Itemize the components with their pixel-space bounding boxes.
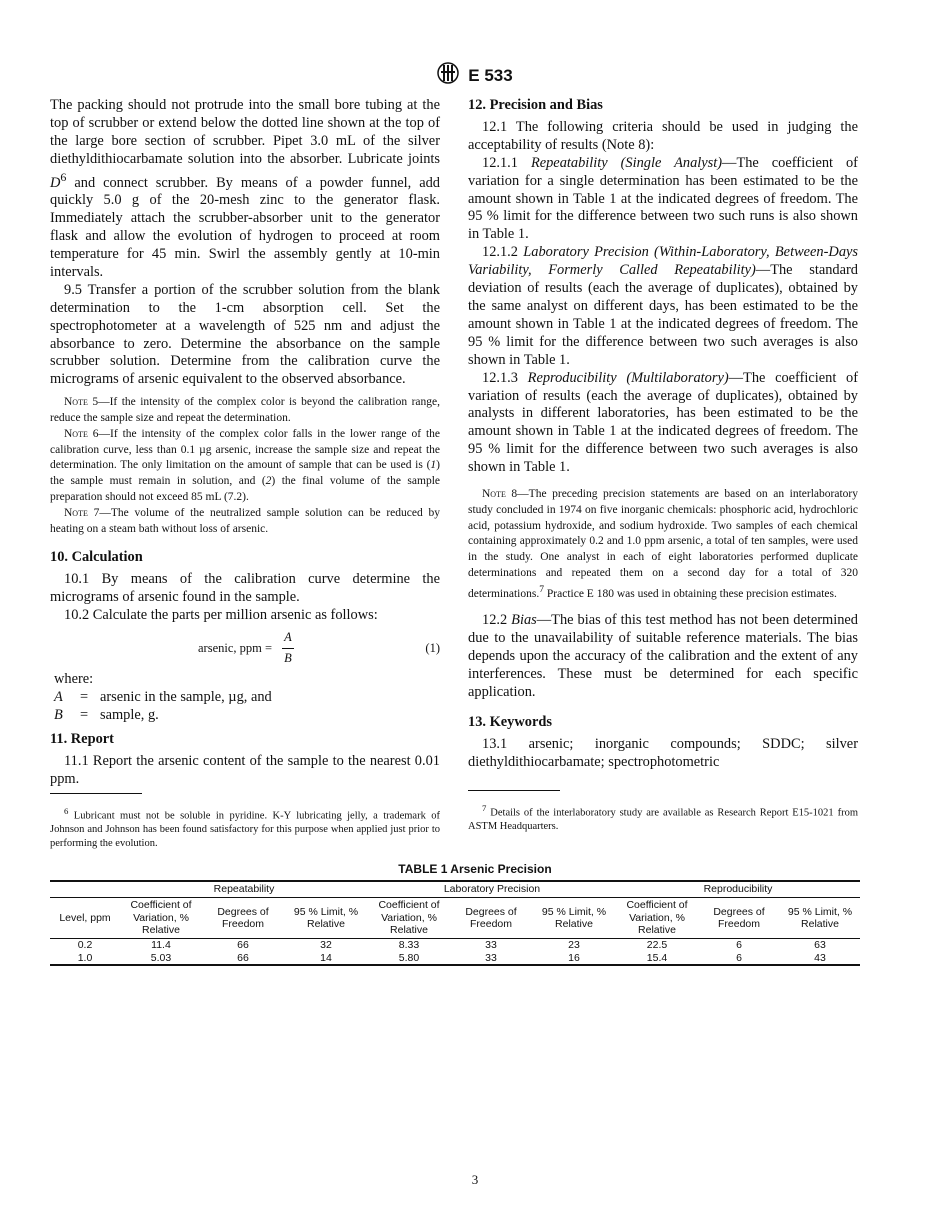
table-caption: TABLE 1 Arsenic Precision: [398, 862, 552, 876]
arsenic-precision-table: [50, 880, 860, 966]
column-header: Level, ppm: [50, 898, 120, 939]
column-header: 95 % Limit, % Relative: [532, 898, 616, 939]
footnote-rule: [468, 790, 560, 791]
standard-designation: E 533: [468, 65, 513, 85]
note-6: Note 6—If the intensity of the complex color falls in the lower range of the calibration curve, less than 0.1 µg arsenic, increase the sample size and repeat the determination. The only limitation on the amount of sample that can be used is (1) the sample must remain in solution, and (2) the final volume of the sample preparation should not exceed 85 mL (7.2).: [50, 427, 440, 504]
page-number: 3: [471, 1172, 479, 1187]
table-cell: 0.2: [77, 939, 93, 951]
footnote-rule: [50, 793, 142, 794]
column-header: Coefficient of Variation, % Relative: [368, 898, 450, 939]
paragraph-12-1: 12.1 The following criteria should be used in judging the acceptability of results (Note 8):: [468, 118, 858, 153]
table-cell: 5.80: [368, 952, 450, 966]
paragraph-13-1: 13.1 arsenic; inorganic compounds; SDDC; silver diethyldithiocarbamate; spectrophotometric: [468, 735, 858, 770]
table-cell: 5.03: [120, 952, 202, 966]
paragraph-10-2: 10.2 Calculate the parts per million arsenic as follows:: [64, 607, 378, 624]
table-cell: 6: [736, 939, 742, 951]
column-header: Degrees of Freedom: [202, 898, 284, 939]
table-cell: 6: [698, 952, 780, 966]
section-13-heading: 13. Keywords: [468, 713, 552, 730]
table-cell: 11.4: [151, 939, 171, 951]
column-header: Degrees of Freedom: [450, 898, 532, 939]
paragraph-9-5: 9.5 Transfer a portion of the scrubber solution from the blank determination to the 1-cm absorption cell. Set the spectrophotometer at a wavelength of 525 nm and adjust the absorbance to zero. Determine the absorbance on the sample scrubber solution. Determine from the calibration curve the micrograms of arsenic equivalent to the observed absorbance.: [50, 281, 440, 388]
group-header-repeatability: Repeatability: [120, 881, 368, 898]
group-header-lab-precision: Laboratory Precision: [368, 881, 616, 898]
equation-1: arsenic, ppm = A B (1): [198, 630, 440, 665]
group-header-reproducibility: Reproducibility: [616, 881, 860, 898]
section-12-heading: 12. Precision and Bias: [468, 97, 603, 113]
table-cell: 32: [320, 939, 332, 951]
table-cell: 14: [284, 952, 368, 966]
page-header: [0, 62, 950, 86]
variable-definitions: where: A = arsenic in the sample, µg, and B = sample, g.: [54, 671, 272, 723]
table-cell: 22.5: [646, 939, 668, 951]
table-cell: 16: [532, 952, 616, 966]
table-cell: 33: [485, 939, 497, 951]
section-10-heading: 10. Calculation: [50, 549, 143, 566]
paragraph-9-4-continued: The packing should not protrude into the small bore tubing at the top of scrubber or extend below the dotted line shown at the top of the large bore section of scrubber. Pipet 3.0 mL of the silver diethyldithiocarbamate solution into the absorber. Lubricate joints $D^6$ and connect scrubber. By means of a powder funnel, add quickly 5.0 g of the 20-mesh zinc to the generator flask. Immediately attach the scrubber-absorber unit to the generator flask and allow the evolution of hydrogen to proceed at room temperature for 45 min. Swirl the assembly gently at 10-min intervals.: [50, 97, 440, 280]
paragraph-12-1-3: 12.1.3 Reproducibility (Multilaboratory)—The coefficient of variation of results (each the average of duplicates), obtained by analysts in different laboratories, has been estimated to be the amount shown in Table 1 at the indicated degrees of freedom. The 95 % limit for the difference between two such averages is also shown in Table 1.: [468, 369, 858, 476]
table-cell: 33: [450, 952, 532, 966]
paragraph-11-1: 11.1 Report the arsenic content of the sample to the nearest 0.01 ppm.: [50, 752, 440, 787]
column-header: Degrees of Freedom: [698, 898, 780, 939]
table-cell: 15.4: [616, 952, 698, 966]
astm-logo-icon: [437, 62, 459, 89]
table-cell: 66: [202, 952, 284, 966]
column-header: 95 % Limit, % Relative: [284, 898, 368, 939]
table-row: [50, 939, 860, 952]
table-cell: 23: [568, 939, 580, 951]
paragraph-12-1-2: 12.1.2 Laboratory Precision (Within-Laboratory, Between-Days Variability, Formerly Called Repeatability)—The standard deviation of results (each the average of duplicates), obtained by the same analyst on different days, has been estimated to be the amount shown in Table 1 at the indicated degrees of freedom. The 95 % limit for the difference between two such averages is also shown in Table 1.: [468, 244, 858, 368]
paragraph-12-1-1: 12.1.1 Repeatability (Single Analyst)—The coefficient of variation for a single determination has been estimated to be the amount shown in Table 1 at the indicated degrees of freedom. The 95 % limit for the difference between two such runs is also shown in Table 1.: [468, 154, 858, 243]
left-column: [50, 97, 440, 851]
table-cell: 63: [814, 939, 826, 951]
right-column: [468, 97, 858, 834]
column-header: Coefficient of Variation, % Relative: [120, 898, 202, 939]
column-header: 95 % Limit, % Relative: [780, 898, 860, 939]
table-header-spacer: [50, 881, 120, 898]
footnote-7: $^7$ Details of the interlaboratory study are available as Research Report E15-1021 from ASTM Headquarters.: [468, 802, 858, 833]
section-11-heading: 11. Report: [50, 730, 114, 747]
paragraph-10-1: 10.1 By means of the calibration curve determine the micrograms of arsenic found in the sample.: [50, 571, 440, 606]
table-cell: 66: [237, 939, 249, 951]
note-7: Note 7—The volume of the neutralized sample solution can be reduced by heating on a steam bath without loss of arsenic.: [50, 506, 440, 535]
column-header: Coefficient of Variation, % Relative: [616, 898, 698, 939]
table-row: [50, 952, 860, 966]
table-cell: 43: [780, 952, 860, 966]
table-cell: 8.33: [398, 939, 420, 951]
footnote-6: $^6$ Lubricant must not be soluble in pyridine. K-Y lubricating jelly, a trademark of Johnson and Johnson has been found satisfactory for this purpose when applied just prior to performing the evolution.: [50, 805, 440, 850]
paragraph-12-2: 12.2 Bias—The bias of this test method has not been determined due to the unavailability of suitable reference materials. The bias depends upon the accuracy of the calibration and the extent of any interferences. These must be determined for each specific application.: [468, 612, 858, 701]
note-5: Note 5—If the intensity of the complex color is beyond the calibration range, reduce the sample size and repeat the determination.: [50, 396, 440, 425]
table-cell: 1.0: [50, 952, 120, 966]
note-8: Note 8—The preceding precision statements are based on an interlaboratory study concluded in 1974 on five inorganic chemicals: phosphoric acid, hydrochloric acid, potassium hydroxide, and sodium hydroxide. Two samples of each chemical containing approximately 0.2 and 1.0 ppm arsenic, a total of ten samples, were used in the study. One analyst in each of eight laboratories performed duplicate determinations and repeated them on a second day for a total of 320 determinations.$^7$ Practice E 180 was used in obtaining these precision estimates.: [468, 488, 858, 600]
